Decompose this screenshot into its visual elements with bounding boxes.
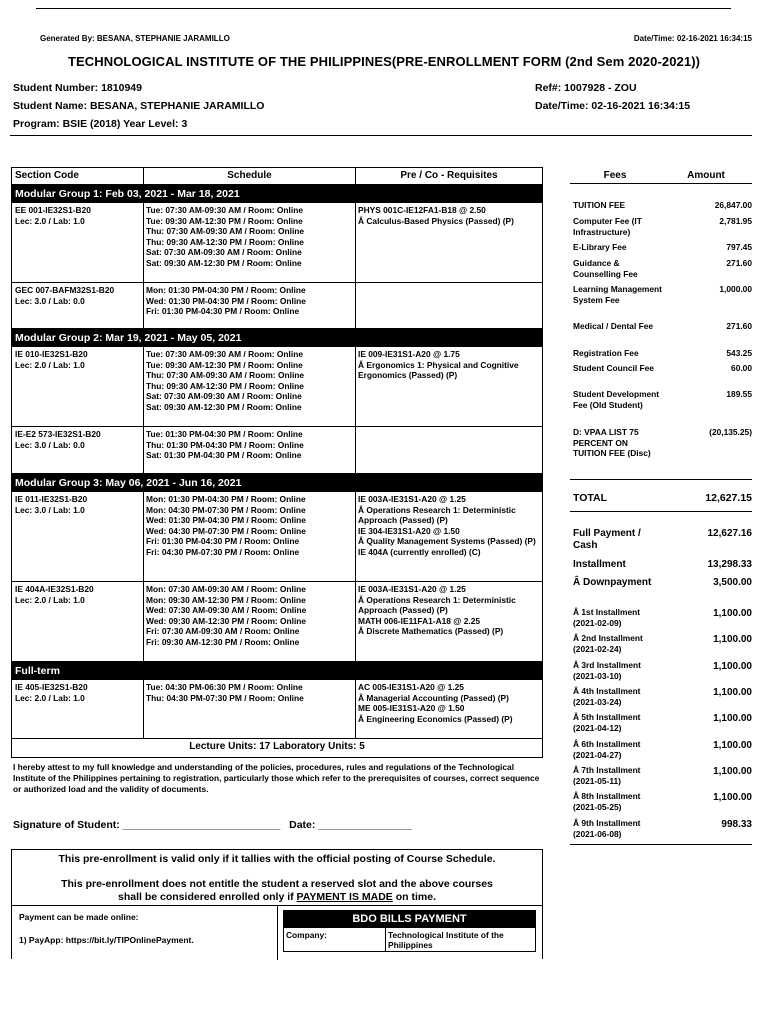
- signature-line: [13, 819, 412, 831]
- schedule-cell: Tue: 07:30 AM-09:30 AM / Room: Online Tue: 09:30 AM-12:30 PM / Room: Online Thu: 07:30 AM-09:30 AM / Room: Online Thu: 09:30 AM-12:30 PM / Room: Online Sat: 07:30 AM-09:30 AM / Room: Online Sat: 09:30 AM-12:30 PM / Room: Online: [144, 347, 356, 426]
- payapp-link[interactable]: 1) PayApp: https://bit.ly/TIPOnlinePayment.: [19, 935, 194, 945]
- schedule-cell: Mon: 01:30 PM-04:30 PM / Room: Online Mon: 04:30 PM-07:30 PM / Room: Online Wed: 01:30 PM-04:30 PM / Room: Online Wed: 04:30 PM-07:30 PM / Room: Online Fri: 01:30 PM-04:30 PM / Room: Online Fri: 04:30 PM-07:30 PM / Room: Online: [144, 492, 356, 581]
- group-header: Modular Group 2: Mar 19, 2021 - May 05, 2021: [12, 329, 542, 347]
- fee-row: E-Library Fee 797.45: [573, 242, 752, 252]
- bdo-company-value: Technological Institute of the Philippines: [388, 930, 504, 950]
- units-summary: Lecture Units: 17 Laboratory Units: 5: [189, 741, 365, 752]
- col-prerequisites: Pre / Co - Requisites: [400, 170, 498, 181]
- bdo-title: BDO BILLS PAYMENT: [283, 910, 536, 928]
- table-row: [12, 427, 542, 474]
- group-header: Modular Group 1: Feb 03, 2021 - Mar 18, 2021: [12, 185, 542, 203]
- table-row: [12, 492, 542, 582]
- bdo-company-label: Company:: [284, 928, 386, 951]
- schedule-cell: Mon: 07:30 AM-09:30 AM / Room: Online Mon: 09:30 AM-12:30 PM / Room: Online Wed: 07:30 AM-09:30 AM / Room: Online Wed: 09:30 AM-12:30 PM / Room: Online Fri: 07:30 AM-09:30 AM / Room: Online Fri: 09:30 AM-12:30 PM / Room: Online: [144, 582, 356, 661]
- schedule-cell: Tue: 07:30 AM-09:30 AM / Room: Online Tue: 09:30 AM-12:30 PM / Room: Online Thu: 07:30 AM-09:30 AM / Room: Online Thu: 09:30 AM-12:30 PM / Room: Online Sat: 07:30 AM-09:30 AM / Room: Online Sat: 09:30 AM-12:30 PM / Room: Online: [144, 203, 356, 282]
- header-divider: [10, 135, 752, 136]
- prereq-cell: IE 003A-IE31S1-A20 @ 1.25 Â Operations Research 1: Deterministic Approach (Passed) (P) MATH 006-IE11FA1-A18 @ 2.25 Â Discrete Mathematics (Passed) (P): [358, 584, 516, 637]
- fee-row: Student Council Fee 60.00: [573, 363, 752, 373]
- section-cell: GEC 007-BAFM32S1-B20 Lec: 3.0 / Lab: 0.0: [12, 283, 144, 328]
- downpayment-row: Â Downpayment 3,500.00: [573, 577, 752, 588]
- col-section-code: Section Code: [12, 168, 144, 184]
- table-header: [12, 168, 542, 185]
- notice-vertical-divider: [277, 906, 278, 960]
- prereq-cell: [356, 427, 542, 473]
- reference-number: Ref#: 1007928 - ZOU: [535, 82, 637, 94]
- installment-item: Â 1st Installment (2021-02-09) 1,100.00: [573, 607, 752, 628]
- fee-row: D: VPAA LIST 75 PERCENT ON TUITION FEE (Disc) (20,135.25): [573, 427, 752, 459]
- installment-item: Â 8th Installment (2021-05-25) 1,100.00: [573, 791, 752, 812]
- installment-item: Â 6th Installment (2021-04-27) 1,100.00: [573, 739, 752, 760]
- form-datetime: Date/Time: 02-16-2021 16:34:15: [535, 100, 691, 112]
- installment-item: Â 3rd Installment (2021-03-10) 1,100.00: [573, 660, 752, 681]
- installment-item: Â 4th Installment (2021-03-24) 1,100.00: [573, 686, 752, 707]
- fees-panel: [570, 167, 752, 839]
- notice-box: [11, 849, 543, 959]
- attestation-text: I hereby attest to my full knowledge and understanding of the policies, procedures, rules and regulations of the Technological Institute of the Philippines pertaining to registration, particularly those which refer to the prerequisites of courses, correct sequence or authorized load and the validity of documents.: [13, 762, 540, 794]
- table-row: [12, 283, 542, 329]
- installment-item: Â 9th Installment (2021-06-08) 998.33: [573, 818, 752, 839]
- prereq-cell: AC 005-IE31S1-A20 @ 1.25 Â Managerial Accounting (Passed) (P) ME 005-IE31S1-A20 @ 1.50 Â Engineering Economics (Passed) (P): [358, 682, 513, 724]
- installment-item: Â 7th Installment (2021-05-11) 1,100.00: [573, 765, 752, 786]
- total-row: TOTAL 12,627.15: [573, 492, 752, 504]
- table-row: [12, 680, 542, 739]
- installment-item: Â 5th Installment (2021-04-12) 1,100.00: [573, 712, 752, 733]
- student-program: Program: BSIE (2018) Year Level: 3: [13, 118, 188, 130]
- student-name: Student Name: BESANA, STEPHANIE JARAMILLO: [13, 100, 265, 112]
- full-payment-row: Full Payment / Cash 12,627.16: [573, 528, 752, 551]
- fees-header: [570, 167, 752, 184]
- document-title: TECHNOLOGICAL INSTITUTE OF THE PHILIPPINES(PRE-ENROLLMENT FORM (2nd Sem 2020-2021)): [67, 54, 701, 69]
- prereq-cell: IE 009-IE31S1-A20 @ 1.75 Â Ergonomics 1: Physical and Cognitive Ergonomics (Passed) (P): [358, 349, 519, 381]
- prereq-cell: [356, 283, 542, 328]
- schedule-table: [11, 167, 543, 758]
- fee-row: Learning Management System Fee 1,000.00: [573, 284, 752, 305]
- section-cell: IE 011-IE32S1-B20 Lec: 3.0 / Lab: 1.0: [12, 492, 144, 581]
- fee-row: Guidance & Counselling Fee 271.60: [573, 258, 752, 279]
- section-cell: IE 404A-IE32S1-B20 Lec: 2.0 / Lab: 1.0: [12, 582, 144, 661]
- schedule-cell: Tue: 01:30 PM-04:30 PM / Room: Online Thu: 01:30 PM-04:30 PM / Room: Online Sat: 01:30 PM-04:30 PM / Room: Online: [144, 427, 356, 473]
- table-row: [12, 203, 542, 283]
- signature-label: Signature of Student: ___________________________: [13, 819, 281, 831]
- prereq-cell: PHYS 001C-IE12FA1-B18 @ 2.50 Â Calculus-Based Physics (Passed) (P): [358, 205, 514, 226]
- fee-row: Student Development Fee (Old Student) 189.55: [573, 389, 752, 410]
- prereq-cell: IE 003A-IE31S1-A20 @ 1.25 Â Operations Research 1: Deterministic Approach (Passed) (P) IE 304-IE31S1-A20 @ 1.50 Â Quality Management Systems (Passed) (P) IE 404A (currently enrolled) (C): [358, 494, 536, 557]
- group-header: Full-term: [12, 662, 542, 680]
- schedule-cell: Tue: 04:30 PM-06:30 PM / Room: Online Thu: 04:30 PM-07:30 PM / Room: Online: [144, 680, 356, 738]
- student-number: Student Number: 1810949: [13, 82, 142, 94]
- section-cell: IE 405-IE32S1-B20 Lec: 2.0 / Lab: 1.0: [12, 680, 144, 738]
- schedule-cell: Mon: 01:30 PM-04:30 PM / Room: Online Wed: 01:30 PM-04:30 PM / Room: Online Fri: 01:30 PM-04:30 PM / Room: Online: [144, 283, 356, 328]
- bdo-bills-payment: [283, 910, 536, 960]
- installment-item: Â 2nd Installment (2021-02-24) 1,100.00: [573, 633, 752, 654]
- pay-online-label: Payment can be made online:: [19, 912, 139, 922]
- bdo-company-row: [283, 928, 536, 952]
- notice-line-1: This pre-enrollment is valid only if it tallies with the official posting of Course Schedule.: [58, 853, 496, 865]
- payment-emphasis: PAYMENT IS MADE: [296, 891, 393, 903]
- table-row: [12, 582, 542, 662]
- section-cell: IE 010-IE32S1-B20 Lec: 2.0 / Lab: 1.0: [12, 347, 144, 426]
- fee-row: Registration Fee 543.25: [573, 348, 752, 358]
- top-rule: [36, 8, 731, 9]
- fees-col-label: Fees: [603, 170, 627, 181]
- fees-bottom-rule: [570, 844, 752, 845]
- fees-divider: [570, 511, 752, 512]
- section-cell: EE 001-IE32S1-B20 Lec: 2.0 / Lab: 1.0: [12, 203, 144, 282]
- fees-divider: [570, 479, 752, 480]
- notice-line-2: This pre-enrollment does not entitle the student a reserved slot and the above courses shall be considered enrolled only if PAYMENT IS MADE on time.: [61, 878, 493, 903]
- table-row: [12, 347, 542, 427]
- section-cell: IE-E2 573-IE32S1-B20 Lec: 3.0 / Lab: 0.0: [12, 427, 144, 473]
- generated-by: Generated By: BESANA, STEPHANIE JARAMILLO: [40, 34, 230, 43]
- fee-row: TUITION FEE 26,847.00: [573, 200, 752, 210]
- group-header: Modular Group 3: May 06, 2021 - Jun 16, 2021: [12, 474, 542, 492]
- generated-datetime: Date/Time: 02-16-2021 16:34:15: [633, 34, 752, 43]
- fees-col-amount: Amount: [687, 170, 725, 181]
- installment-row: Installment 13,298.33: [573, 559, 752, 570]
- date-label: Date: ________________: [289, 819, 412, 831]
- fee-row: Medical / Dental Fee 271.60: [573, 321, 752, 331]
- col-schedule: Schedule: [144, 168, 356, 184]
- fee-row: Computer Fee (IT Infrastructure) 2,781.95: [573, 216, 752, 237]
